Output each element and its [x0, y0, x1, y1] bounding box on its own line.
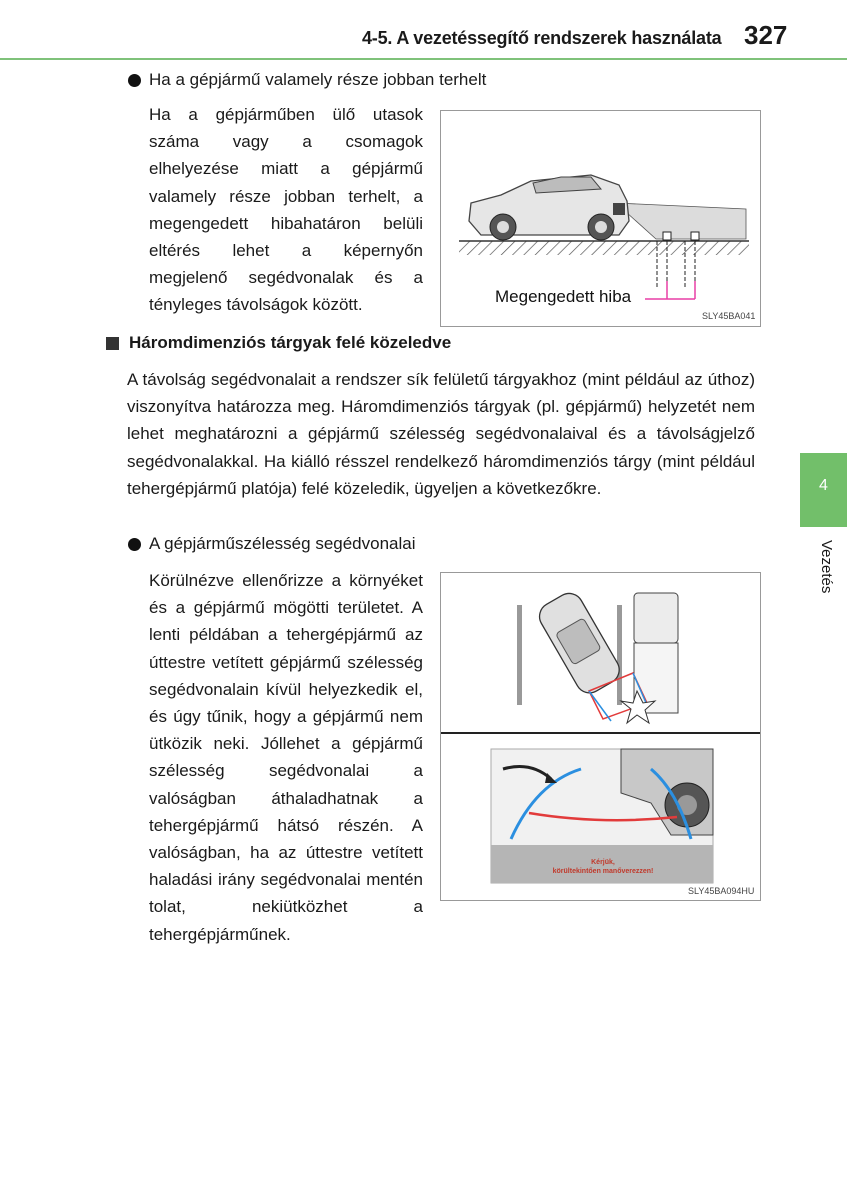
- 3d-paragraph: A távolság segédvonalait a rendszer sík felületű tárgyakhoz (mint például az úthoz) viszonyítva határozza meg. Háromdimenziós tárgyak (pl. gépjármű) helyzetét nem lehet meghatározni a gépjármű szélesség segédvonalaival és a távolságjelző segédvonalakkal. Ha kiálló résszel rendelkező háromdimenziós tárgy (mint például tehergépjármű platója) felé közeledik, ügyeljen a következőkre.: [127, 370, 755, 498]
- load-paragraph: Ha a gépjárműben ülő utasok száma vagy a csomagok elhelyezése miatt a gépjármű valamely része jobban terhelt, a megengedett hibahatáron belüli eltérés lehet a képernyőn megjelenő segédvonalak és a tényleges távolságok között.: [149, 105, 423, 315]
- chapter-tab: 4: [800, 453, 847, 527]
- bullet-load-text: Ha a gépjármű valamely része jobban terhelt: [149, 70, 487, 89]
- camera-warning: [541, 858, 665, 876]
- truck-guides-illustration: [441, 573, 760, 900]
- bullet-dot-icon: [128, 74, 141, 87]
- figure-load-error: [440, 110, 761, 327]
- section-heading-text: Háromdimenziós tárgyak felé közeledve: [129, 333, 452, 352]
- figure-code-1: SLY45BA041: [702, 311, 756, 321]
- bullet-load: [128, 70, 486, 90]
- width-guides-paragraph: Körülnézve ellenőrizze a környéket és a gépjármű mögötti területet. A lenti példában a tehergépjármű az úttestre vetített gépjármű szélesség segédvonalain kívül helyezkedik el, és úgy tűnik, hogy a gépjármű nem ütközik neki. Jóllehet a gépjármű szélesség segédvonalai a valóságban áthaladhatnak a tehergépjármű hátsó részén. A valóságban, ha az úttestre vetített haladási irány segédvonalai mentén tolat, nekiütközhet a tehergépjárműnek.: [149, 571, 423, 944]
- camera-warning-line2: körültekintően manőverezzen!: [552, 868, 654, 875]
- figure-code-2: SLY45BA094HU: [688, 886, 755, 896]
- camera-warning-line1: Kérjük,: [591, 859, 615, 866]
- figure-truck-guides: [440, 572, 761, 901]
- running-header: 4-5. A vezetéssegítő rendszerek használata: [362, 28, 722, 48]
- allowed-error-label: Megengedett hiba: [495, 287, 632, 306]
- bullet-width-guides: [128, 534, 416, 554]
- section-heading-3d: [106, 333, 451, 353]
- bullet-dot-icon: [128, 538, 141, 551]
- bullet-width-guides-text: A gépjárműszélesség segédvonalai: [149, 534, 416, 553]
- chapter-side-label: Vezetés: [818, 540, 835, 594]
- header-rule: [0, 58, 847, 60]
- page-number: 327: [744, 20, 788, 50]
- heading-square-icon: [106, 337, 119, 350]
